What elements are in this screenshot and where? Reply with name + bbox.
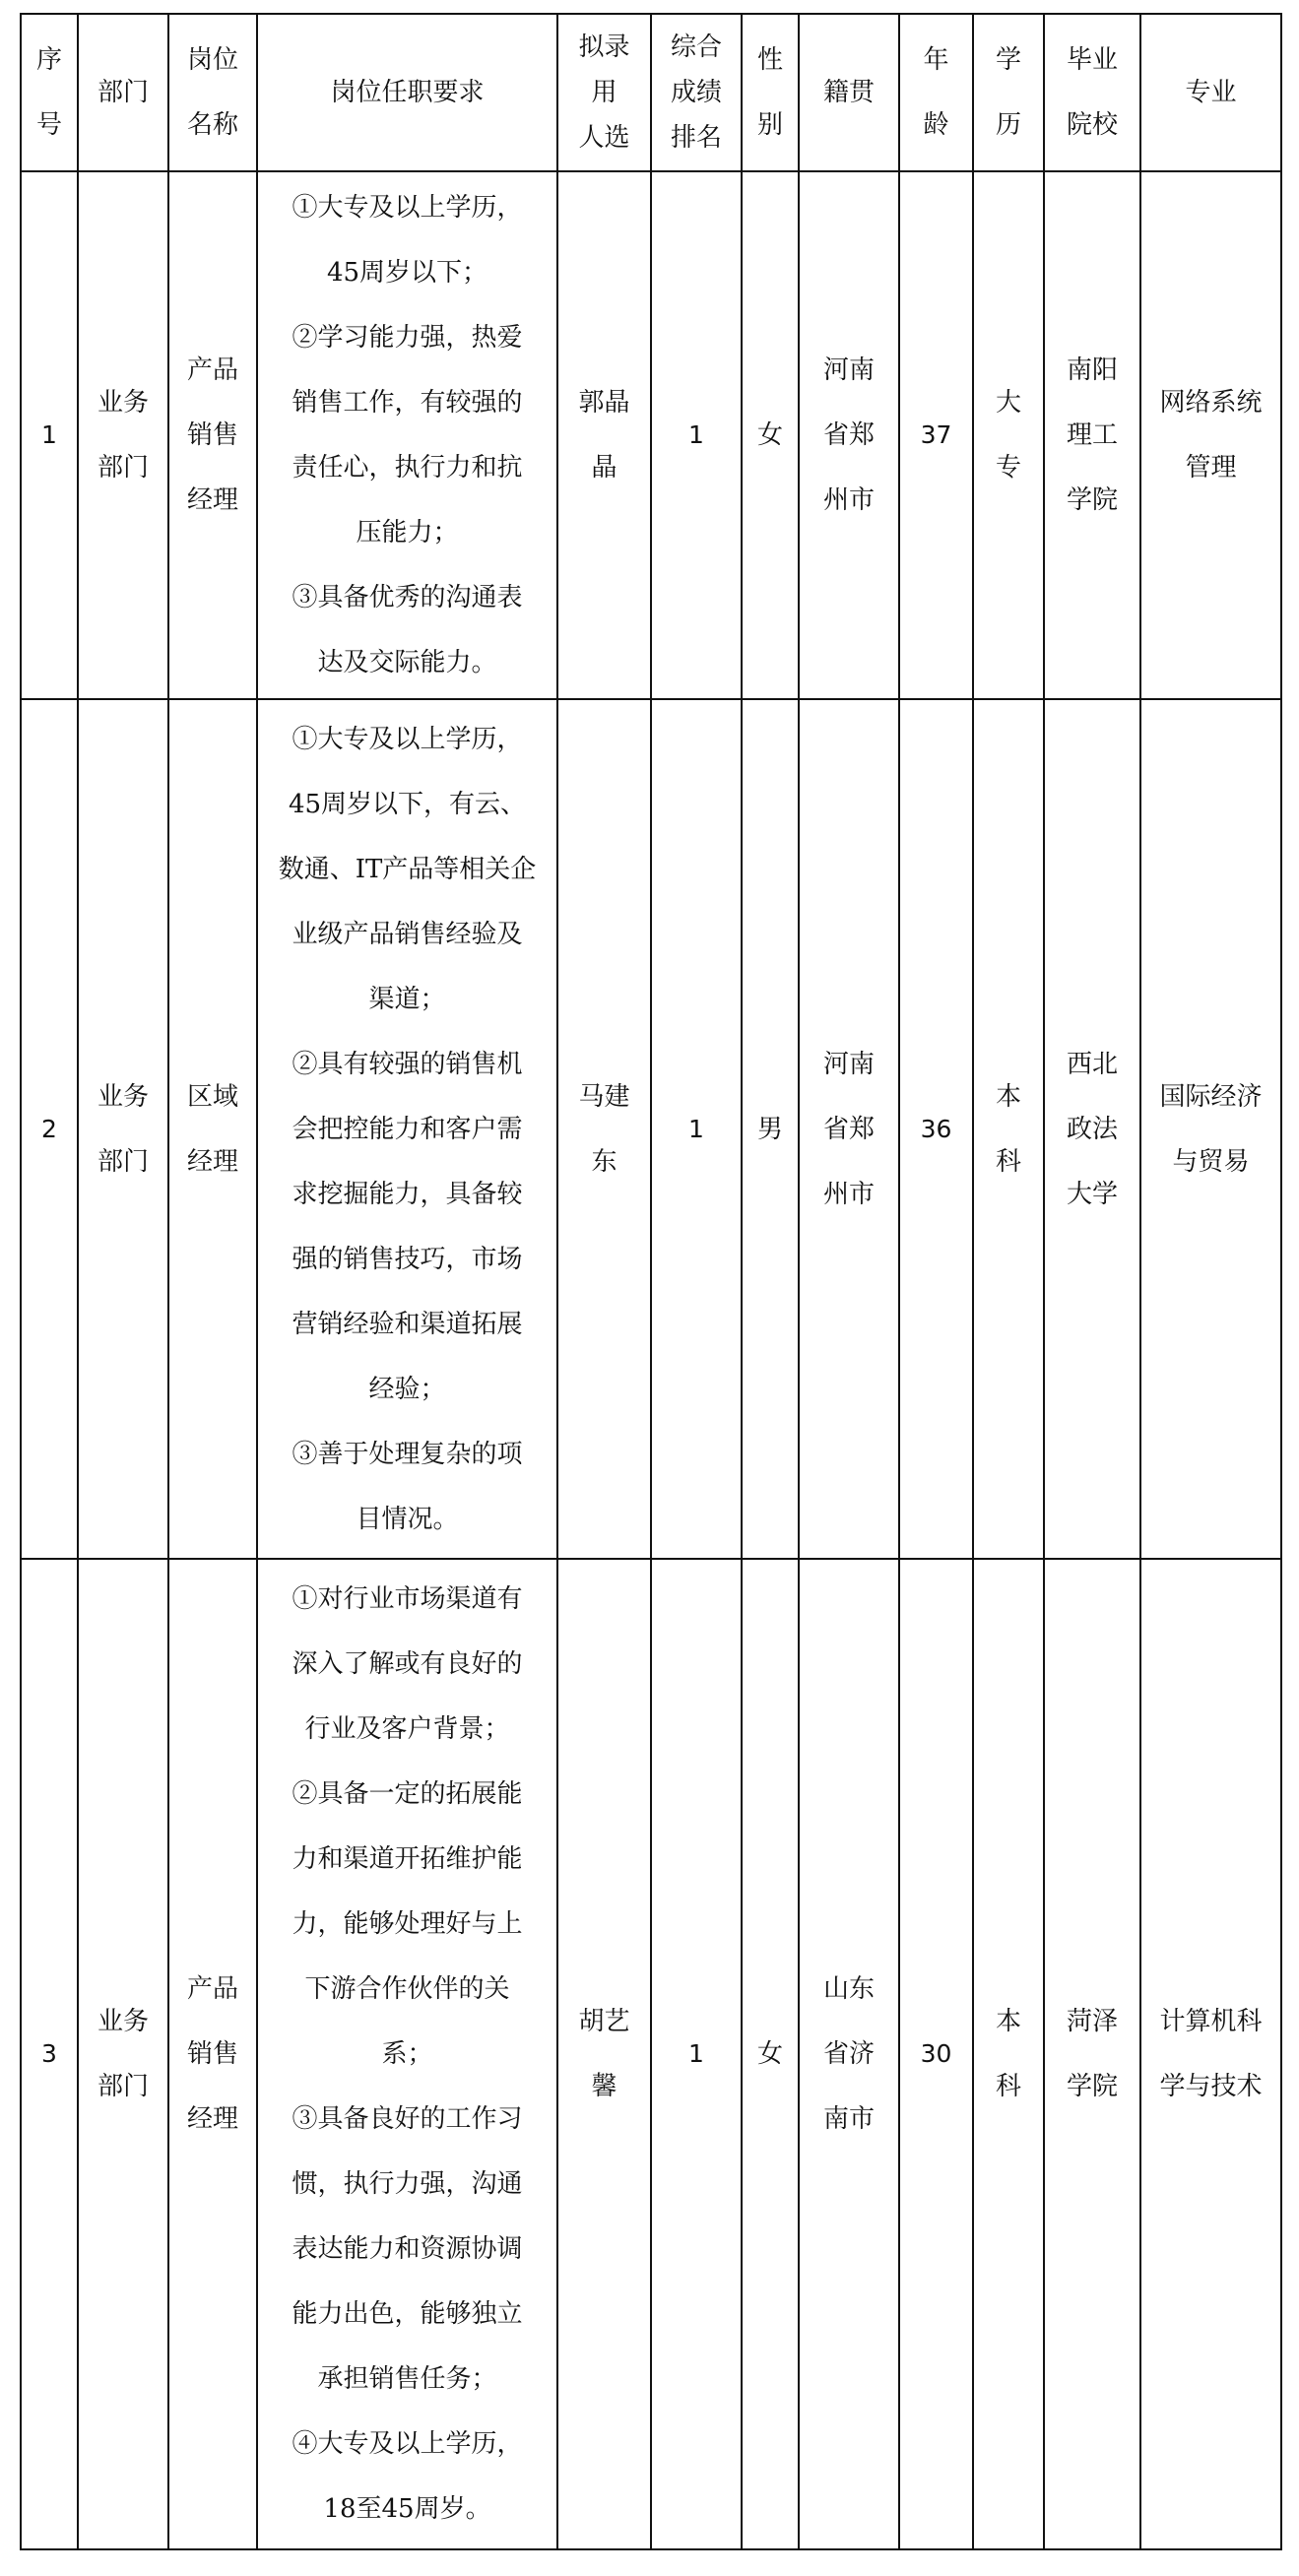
- cell-education: 大 专: [973, 171, 1044, 699]
- cell-candidate: 郭晶 晶: [557, 171, 651, 699]
- cell-major: 网络系统 管理: [1140, 171, 1281, 699]
- cell-dept: 业务 部门: [78, 1559, 168, 2549]
- header-seq: 序 号: [21, 14, 78, 171]
- header-age: 年 龄: [899, 14, 973, 171]
- cell-school: 菏泽 学院: [1044, 1559, 1140, 2549]
- cell-dept: 业务 部门: [78, 171, 168, 699]
- header-score-rank: 综合 成绩 排名: [651, 14, 742, 171]
- cell-origin: 河南 省郑 州市: [799, 171, 899, 699]
- cell-age: 37: [899, 171, 973, 699]
- cell-origin: 山东 省济 南市: [799, 1559, 899, 2549]
- table-row: [21, 1559, 1281, 2549]
- cell-school: 西北 政法 大学: [1044, 699, 1140, 1559]
- cell-candidate: 马建 东: [557, 699, 651, 1559]
- header-school: 毕业 院校: [1044, 14, 1140, 171]
- header-requirements: 岗位任职要求: [257, 14, 557, 171]
- header-position: 岗位 名称: [168, 14, 257, 171]
- cell-position: 产品 销售 经理: [168, 171, 257, 699]
- cell-major: 计算机科 学与技术: [1140, 1559, 1281, 2549]
- cell-requirements: ①大专及以上学历， 45周岁以下，有云、 数通、IT产品等相关企 业级产品销售经验及 渠道； ②具有较强的销售机 会把控能力和客户需 求挖掘能力，具备较 强的销售技巧，市场 营销经验和渠道拓展 经验； ③善于处理复杂的项 目情况。: [257, 699, 557, 1559]
- recruitment-table: [20, 13, 1282, 2550]
- cell-education: 本 科: [973, 1559, 1044, 2549]
- cell-position: 产品 销售 经理: [168, 1559, 257, 2549]
- cell-seq: 2: [21, 699, 78, 1559]
- cell-age: 30: [899, 1559, 973, 2549]
- cell-school: 南阳 理工 学院: [1044, 171, 1140, 699]
- cell-rank: 1: [651, 1559, 742, 2549]
- table-row: [21, 171, 1281, 699]
- cell-candidate: 胡艺 馨: [557, 1559, 651, 2549]
- header-education: 学 历: [973, 14, 1044, 171]
- cell-dept: 业务 部门: [78, 699, 168, 1559]
- header-candidate: 拟录 用 人选: [557, 14, 651, 171]
- header-gender: 性 别: [742, 14, 799, 171]
- header-origin: 籍贯: [799, 14, 899, 171]
- cell-rank: 1: [651, 171, 742, 699]
- cell-requirements: ①对行业市场渠道有 深入了解或有良好的 行业及客户背景； ②具备一定的拓展能 力和渠道开拓维护能 力，能够处理好与上 下游合作伙伴的关 系； ③具备良好的工作习 惯，执行力强，沟通 表达能力和资源协调 能力出色，能够独立 承担销售任务； ④大专及以上学历， 18至45周岁。: [257, 1559, 557, 2549]
- table-row: [21, 699, 1281, 1559]
- cell-seq: 1: [21, 171, 78, 699]
- cell-age: 36: [899, 699, 973, 1559]
- cell-requirements: ①大专及以上学历， 45周岁以下； ②学习能力强，热爱 销售工作，有较强的 责任心，执行力和抗 压能力； ③具备优秀的沟通表 达及交际能力。: [257, 171, 557, 699]
- cell-gender: 男: [742, 699, 799, 1559]
- header-major: 专业: [1140, 14, 1281, 171]
- cell-position: 区域 经理: [168, 699, 257, 1559]
- cell-seq: 3: [21, 1559, 78, 2549]
- cell-gender: 女: [742, 171, 799, 699]
- header-dept: 部门: [78, 14, 168, 171]
- cell-major: 国际经济 与贸易: [1140, 699, 1281, 1559]
- cell-gender: 女: [742, 1559, 799, 2549]
- cell-rank: 1: [651, 699, 742, 1559]
- cell-education: 本 科: [973, 699, 1044, 1559]
- cell-origin: 河南 省郑 州市: [799, 699, 899, 1559]
- header-row: [21, 14, 1281, 171]
